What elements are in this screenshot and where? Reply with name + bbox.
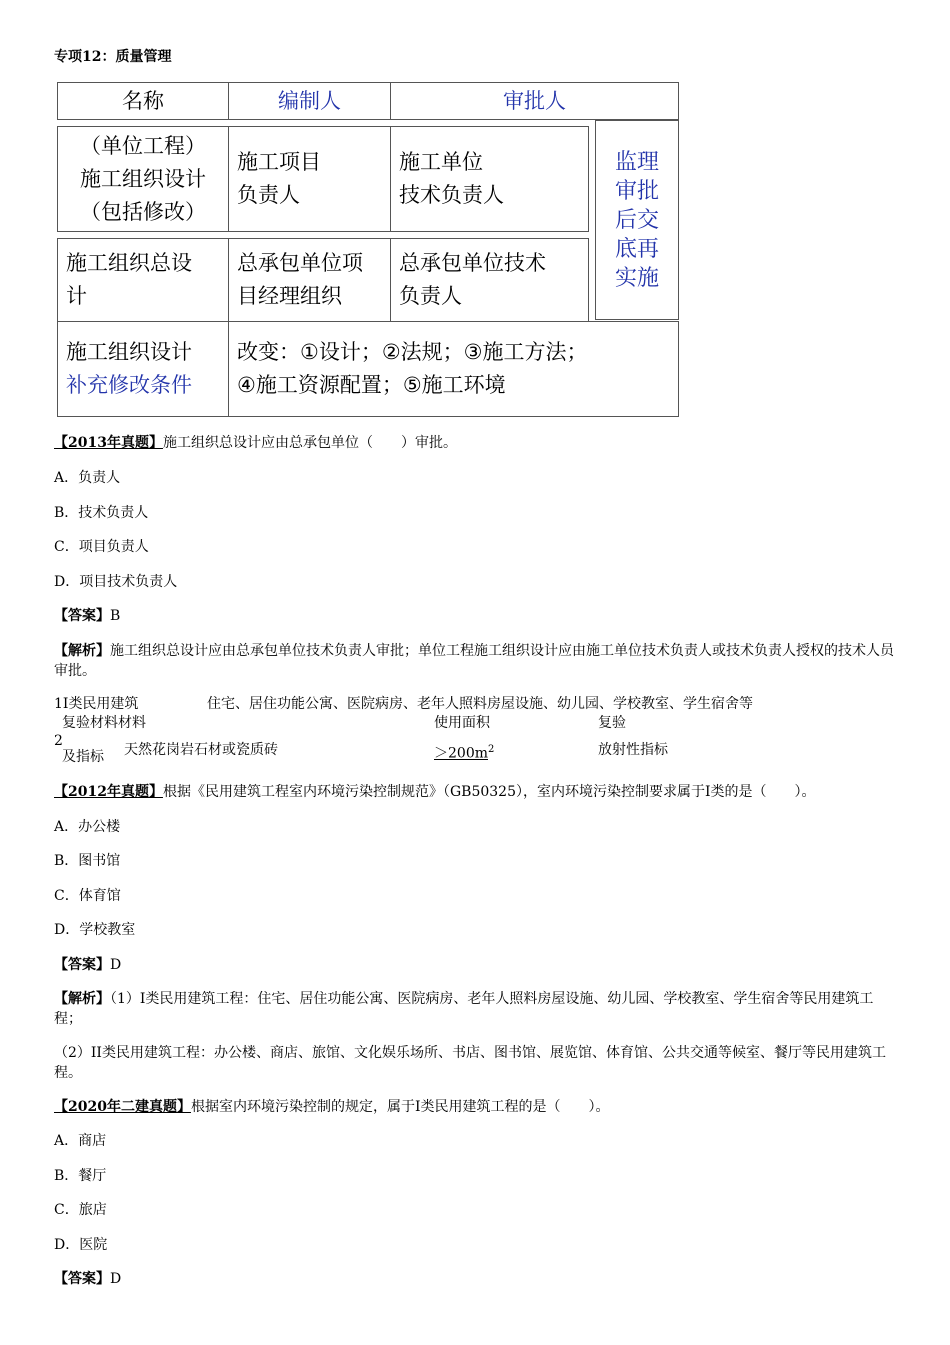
q2-analysis-1: 【解析】（1）I类民用建筑工程：住宅、居住功能公寓、医院病房、老年人照料房屋设施、幼儿园、学校教室、学生宿舍等民用建筑工程； <box>54 991 874 1027</box>
inline-r3c4: 放射性指标 <box>598 742 668 758</box>
row1-approver: 施工单位 技术负责人 <box>390 126 589 232</box>
q1-tag: 【2013年真题】 <box>54 435 163 451</box>
q1-stem: 施工组织总设计应由总承包单位（ ）审批。 <box>162 435 457 451</box>
q1-option-c: C．项目负责人 <box>54 539 149 555</box>
row3-conditions: 改变：①设计；②法规；③施工方法； ④施工资源配置；⑤施工环境 <box>228 321 679 417</box>
q2-answer: 【答案】D <box>54 957 122 973</box>
inline-r2c2: 使用面积 <box>434 715 490 731</box>
q2-option-a: A．办公楼 <box>54 819 121 835</box>
inline-r2c1: 复验材料材料 <box>62 715 146 731</box>
q1-option-d: D．项目技术负责人 <box>54 574 178 590</box>
q3-stem: 根据室内环境污染控制的规定，属于I类民用建筑工程的是（ ）。 <box>190 1099 610 1115</box>
inline-r3c1: 及指标 <box>62 749 104 765</box>
q3-option-d: D．医院 <box>54 1237 108 1253</box>
q2-tag: 【2012年真题】 <box>54 784 163 800</box>
q3-option-b: B．餐厅 <box>54 1168 107 1184</box>
header-approver: 审批人 <box>390 82 679 120</box>
q3-stem-line <box>54 1097 610 1117</box>
q3-option-a: A．商店 <box>54 1133 107 1149</box>
q1-stem-line <box>54 433 457 453</box>
row1-name: （单位工程） 施工组织设计 （包括修改） <box>57 126 229 232</box>
inline-r1c2: 住宅、居住功能公寓、医院病房、老年人照料房屋设施、幼儿园、学校教室、学生宿舍等 <box>207 696 753 712</box>
row3-name: 施工组织设计 补充修改条件 <box>57 321 229 417</box>
q1-option-b: B．技术负责人 <box>54 505 149 521</box>
row2-author: 总承包单位项 目经理组织 <box>228 238 391 322</box>
q3-tag: 【2020年二建真题】 <box>54 1099 191 1115</box>
row2-approver: 总承包单位技术 负责人 <box>390 238 589 322</box>
q1-option-a: A．负责人 <box>54 470 121 486</box>
q1-answer: 【答案】B <box>54 608 121 624</box>
q1-analysis: 【解析】施工组织总设计应由总承包单位技术负责人审批；单位工程施工组织设计应由施工单位技术负责人或技术负责人授权的技术人员审批。 <box>54 643 894 679</box>
q3-option-c: C．旅店 <box>54 1202 107 1218</box>
supervisor-note: 监理 审批 后交 底再 实施 <box>595 120 679 320</box>
header-name: 名称 <box>57 82 229 120</box>
q2-option-c: C．体育馆 <box>54 888 121 904</box>
inline-r1c1: 1I类民用建筑 <box>54 696 139 712</box>
section-title: 专项12：质量管理 <box>54 49 172 65</box>
q2-analysis-2: （2）II类民用建筑工程：办公楼、商店、旅馆、文化娱乐场所、书店、图书馆、展览馆、体育馆、公共交通等候室、餐厅等民用建筑工程。 <box>54 1045 886 1081</box>
inline-r3c2: 天然花岗岩石材或瓷质砖 <box>124 742 278 758</box>
q2-stem-line <box>54 782 816 802</box>
inline-r3c3: $>200m^2$ <box>434 744 495 762</box>
row2-name: 施工组织总设 计 <box>57 238 229 322</box>
row1-author: 施工项目 负责人 <box>228 126 391 232</box>
q3-answer: 【答案】D <box>54 1271 122 1287</box>
inline-r3-num: 2 <box>54 733 63 749</box>
header-author: 编制人 <box>228 82 391 120</box>
inline-r2c3: 复验 <box>598 715 626 731</box>
q2-stem: 根据《民用建筑工程室内环境污染控制规范》（GB50325），室内环境污染控制要求属于I类的是（ ）。 <box>162 784 816 800</box>
q2-option-b: B．图书馆 <box>54 853 121 869</box>
q2-option-d: D．学校教室 <box>54 922 136 938</box>
